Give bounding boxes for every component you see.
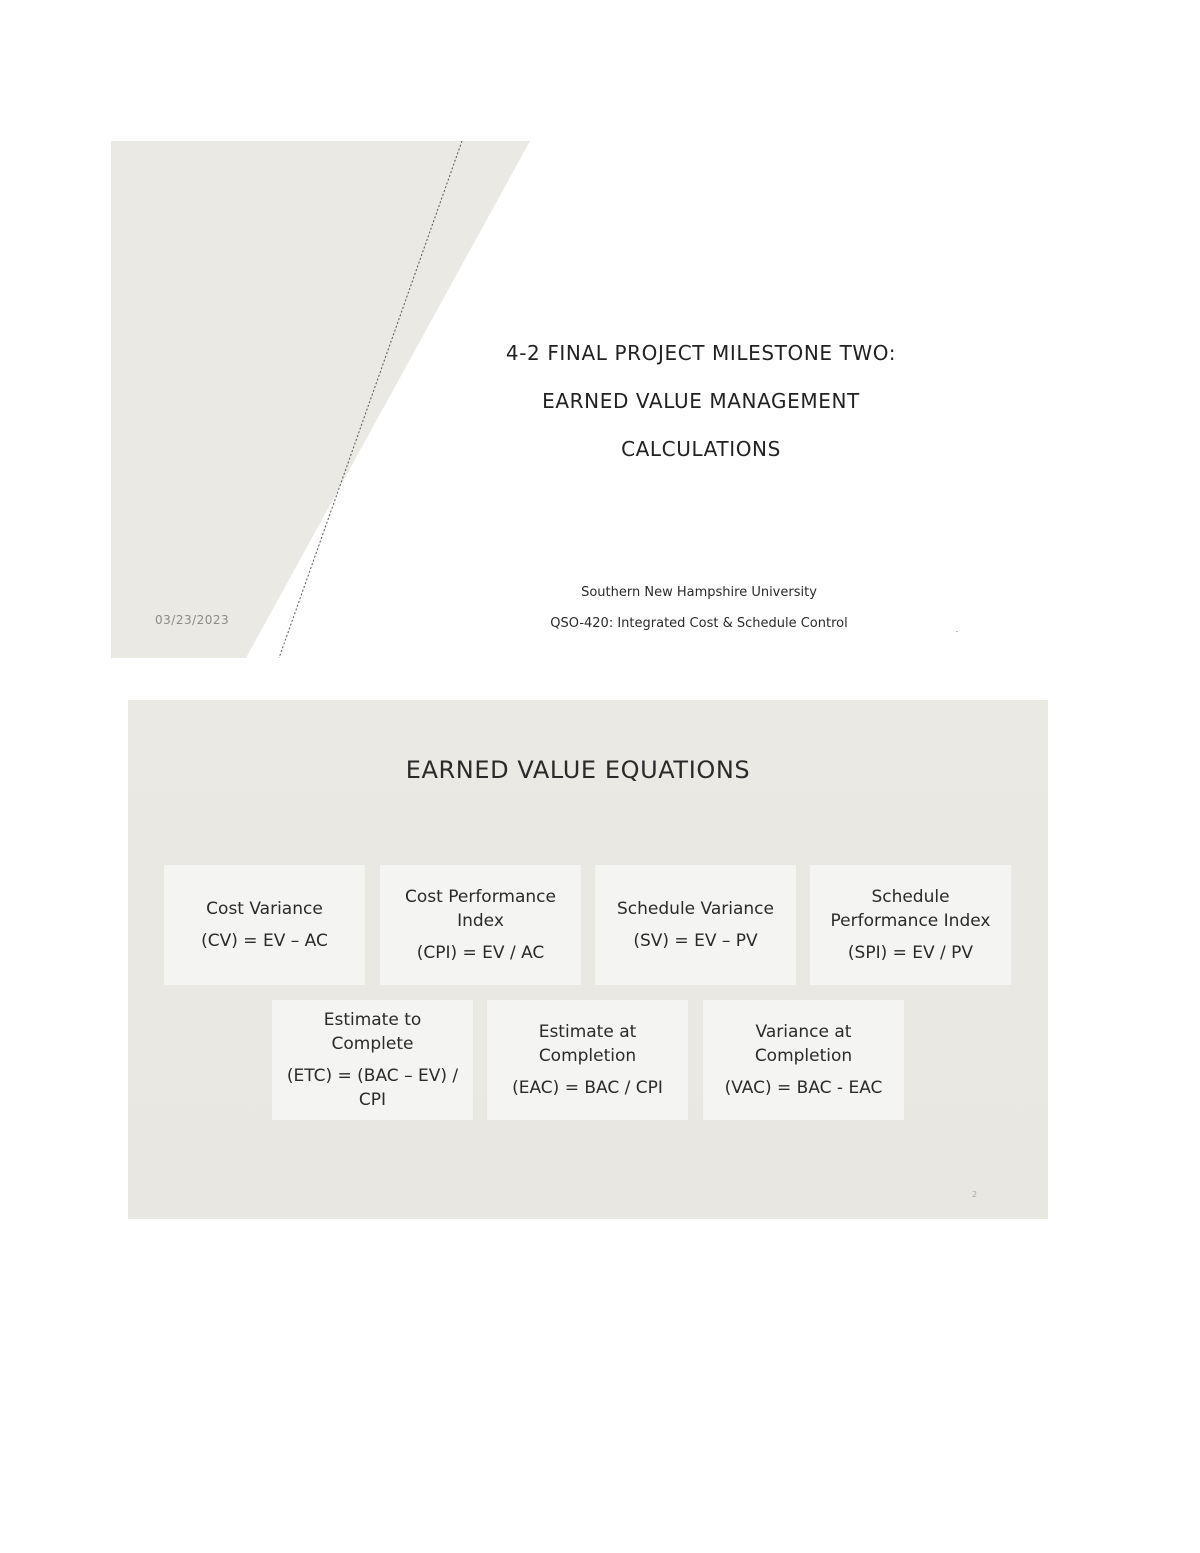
equations-slide: [128, 700, 1048, 1219]
slide-title: EARNED VALUE EQUATIONS: [405, 756, 751, 784]
title-slide: [111, 141, 1030, 658]
slide-title: [441, 329, 961, 473]
decorative-dot: [956, 631, 958, 632]
equation-name: Estimate at Completion: [538, 1022, 637, 1066]
equation-name: Estimate to Complete: [323, 1010, 422, 1054]
course-name: QSO-420: Integrated Cost & Schedule Control: [550, 616, 848, 631]
equation-name: Variance at Completion: [754, 1022, 853, 1066]
equation-card-vac: [703, 1000, 904, 1120]
university-name: Southern New Hampshire University: [581, 585, 817, 600]
slide-subtitle: [511, 577, 887, 639]
equation-name: Schedule Variance: [617, 899, 774, 919]
equation-name: Schedule Performance Index: [830, 887, 991, 931]
equation-card-spi: [810, 865, 1011, 985]
equation-formula: (EAC) = BAC / CPI: [512, 1078, 663, 1098]
title-line-1: 4-2 FINAL PROJECT MILESTONE TWO:: [505, 341, 897, 365]
equation-formula: (SV) = EV – PV: [633, 931, 758, 951]
equation-card-etc: [272, 1000, 473, 1120]
equation-formula: (VAC) = BAC - EAC: [724, 1078, 883, 1098]
equation-card-cpi: [380, 865, 581, 985]
equation-formula: (ETC) = (BAC – EV) / CPI: [286, 1066, 459, 1110]
equation-formula: (CPI) = EV / AC: [416, 943, 545, 963]
title-line-3: CALCULATIONS: [621, 437, 781, 461]
slide-date: 03/23/2023: [155, 613, 230, 627]
equation-name: Cost Performance Index: [405, 887, 556, 931]
equation-card-cv: [164, 865, 365, 985]
page-number: 2: [972, 1190, 978, 1199]
equation-name: Cost Variance: [206, 899, 323, 919]
equation-formula: (CV) = EV – AC: [201, 931, 328, 951]
equation-card-sv: [595, 865, 796, 985]
equation-card-eac: [487, 1000, 688, 1120]
equation-formula: (SPI) = EV / PV: [847, 943, 974, 963]
title-line-2: EARNED VALUE MANAGEMENT: [542, 389, 860, 413]
